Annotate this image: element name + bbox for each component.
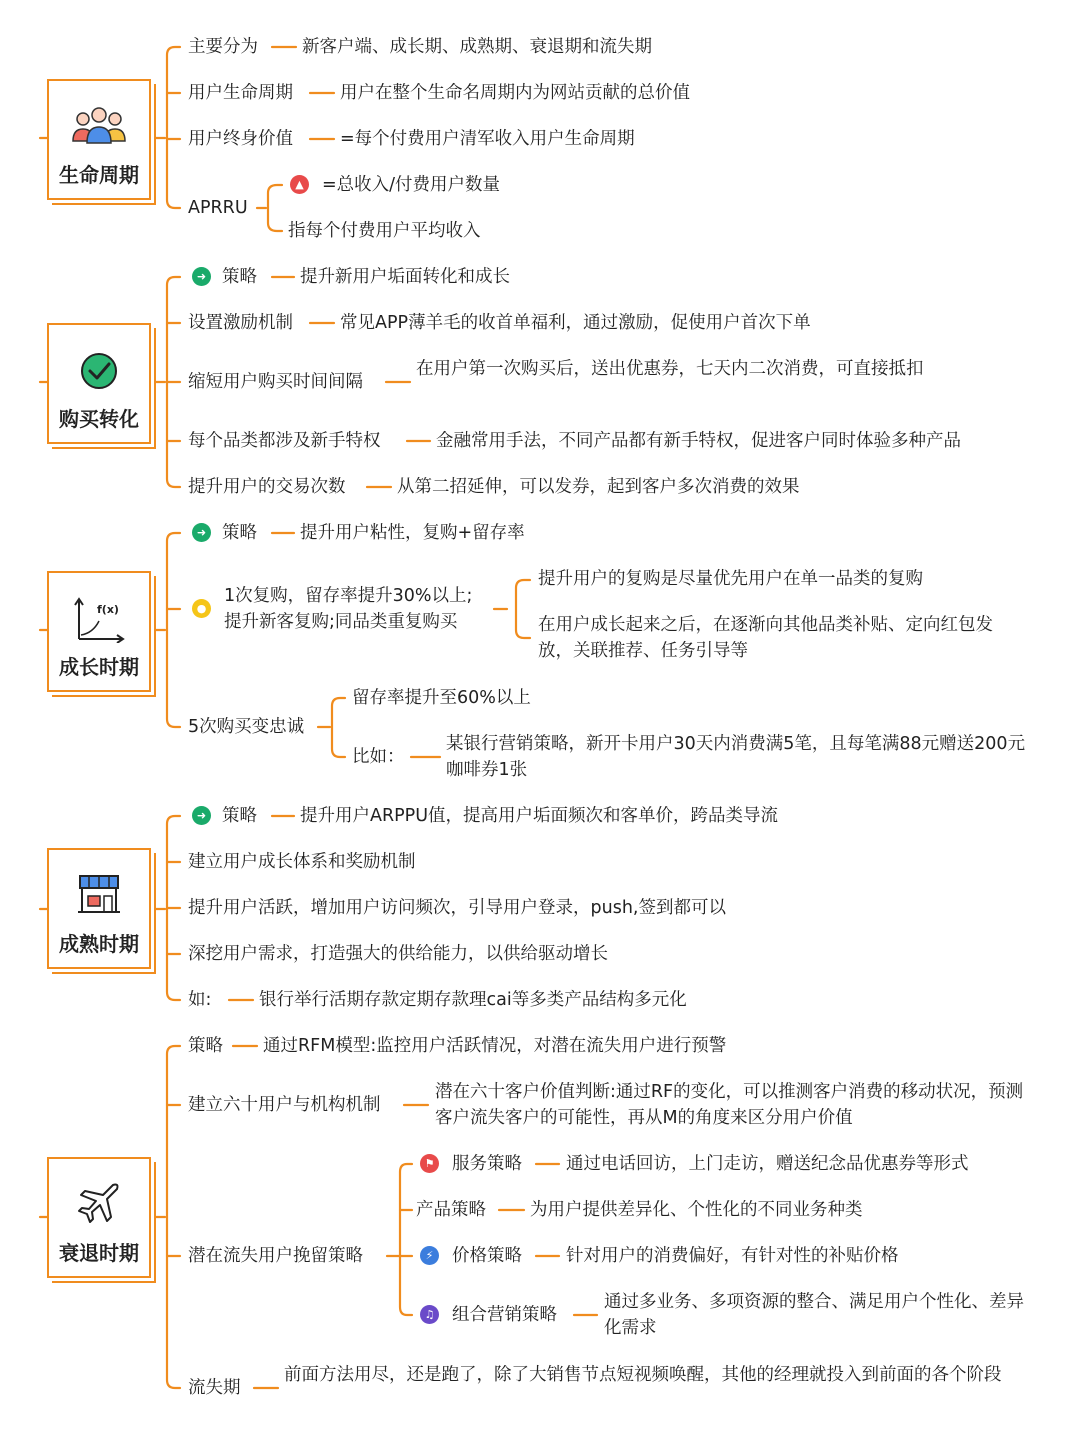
music-note-icon: ♫ [420, 1305, 439, 1324]
node-label: 主要分为 [188, 37, 258, 57]
node-value: 在用户第一次购买后，送出优惠券，七天内二次消费，可直接抵扣 [416, 359, 924, 379]
node-value: 银行举行活期存款定期存款理cai等多类产品结构多元化 [259, 990, 687, 1010]
category-title: 成熟时期 [59, 932, 139, 956]
category-conversion [47, 323, 151, 444]
check-circle-icon [79, 351, 119, 395]
node-value: 常见APP薄羊毛的收首单福利，通过激励，促使用户首次下单 [340, 313, 811, 333]
node-label: 提升用户活跃，增加用户访问频次，引导用户登录，push,签到都可以 [188, 898, 726, 918]
store-icon [76, 872, 122, 920]
node-label: 组合营销策略 [452, 1305, 557, 1325]
node-value: 为用户提供差异化、个性化的不同业务种类 [530, 1200, 863, 1220]
category-title: 衰退时期 [59, 1241, 139, 1265]
airplane-icon [77, 1181, 121, 1229]
node-value: 留存率提升至60%以上 [352, 688, 531, 708]
category-lifecycle [47, 79, 151, 200]
node-label: 深挖用户需求，打造强大的供给能力，以供给驱动增长 [188, 944, 608, 964]
category-title: 成长时期 [59, 655, 139, 679]
node-label: 如: [188, 990, 212, 1010]
node-label: 比如： [352, 747, 405, 767]
category-title: 购买转化 [59, 407, 139, 431]
node-label: 策略 [222, 523, 257, 543]
node-label: 1次复购，留存率提升30%以上; [224, 586, 473, 606]
node-label: 产品策略 [416, 1200, 486, 1220]
node-value: 某银行营销策略，新开卡用户30天内消费满5笔，且每笔满88元赠送200元咖啡券1张 [446, 734, 1026, 780]
node-value: 在用户成长起来之后，在逐渐向其他品类补贴、定向红包发放，关联推荐、任务引导等 [538, 615, 993, 661]
category-maturity [47, 848, 151, 969]
node-label: 缩短用户购买时间间隔 [188, 372, 363, 392]
category-growth [47, 571, 151, 692]
node-value: 提升新用户垢面转化和成长 [300, 267, 510, 287]
node-label: APRRU [188, 198, 248, 218]
node-label: 用户终身价值 [188, 129, 293, 149]
node-value: 从第二招延伸，可以发券，起到客户多次消费的效果 [397, 477, 800, 497]
node-label: 策略 [222, 267, 257, 287]
lightning-icon: ⚡ [420, 1246, 439, 1265]
running-person-icon: ➜ [192, 523, 211, 542]
flag-icon: ⚑ [420, 1154, 439, 1173]
node-value: =总收入/付费用户数量 [322, 175, 501, 195]
node-label: 策略 [188, 1036, 223, 1056]
node-value: 通过电话回访，上门走访，赠送纪念品优惠券等形式 [566, 1154, 969, 1174]
node-label: 价格策略 [452, 1246, 522, 1266]
node-label: 策略 [222, 806, 257, 826]
function-label: f(x) [97, 603, 119, 616]
node-label: 提升新客复购;同品类重复购买 [224, 612, 458, 632]
node-label: 用户生命周期 [188, 83, 293, 103]
people-group-icon [71, 105, 127, 151]
node-value: 通过多业务、多项资源的整合、满足用户个性化、差异化需求 [604, 1292, 1024, 1338]
category-title: 生命周期 [59, 163, 139, 187]
node-label: 建立用户成长体系和奖励机制 [188, 852, 416, 872]
node-value: 提升用户的复购是尽量优先用户在单一品类的复购 [538, 569, 923, 589]
node-value: 前面方法用尽，还是跑了，除了大销售节点短视频唤醒，其他的经理就投入到前面的各个阶段 [284, 1365, 1002, 1385]
node-value: 通过RFM模型:监控用户活跃情况，对潜在流失用户进行预警 [263, 1036, 727, 1056]
node-value: 金融常用手法，不同产品都有新手特权，促进客户同时体验多种产品 [436, 431, 961, 451]
running-person-icon: ➜ [192, 806, 211, 825]
node-label: 服务策略 [452, 1154, 522, 1174]
node-value: 新客户端、成长期、成熟期、衰退期和流失期 [302, 37, 652, 57]
node-value: 潜在六十客户价值判断:通过RF的变化，可以推测客户消费的移动状况，预测客户流失客户的可能性，再从M的角度来区分用户价值 [435, 1082, 1024, 1128]
lightbulb-icon: ● [192, 599, 211, 618]
node-value: =每个付费用户清军收入用户生命周期 [340, 129, 635, 149]
node-label: 流失期 [188, 1378, 241, 1398]
node-label: 5次购买变忠诚 [188, 717, 305, 737]
node-label: 提升用户的交易次数 [188, 477, 346, 497]
node-value: 指每个付费用户平均收入 [288, 221, 481, 241]
running-person-icon: ➜ [192, 267, 211, 286]
category-decline [47, 1157, 151, 1278]
node-value: 针对用户的消费偏好，有针对性的补贴价格 [566, 1246, 899, 1266]
node-value: 用户在整个生命名周期内为网站贡献的总价值 [340, 83, 690, 103]
node-value: 提升用户粘性，复购+留存率 [300, 523, 525, 543]
node-label: 每个品类都涉及新手特权 [188, 431, 381, 451]
function-graph-icon [71, 595, 127, 643]
node-value: 提升用户ARPPU值，提高用户垢面频次和客单价，跨品类导流 [300, 806, 779, 826]
node-label: 潜在流失用户挽留策略 [188, 1246, 363, 1266]
node-label: 建立六十用户与机构机制 [188, 1095, 381, 1115]
thumbs-up-icon: ▲ [290, 175, 309, 194]
node-label: 设置激励机制 [188, 313, 293, 333]
